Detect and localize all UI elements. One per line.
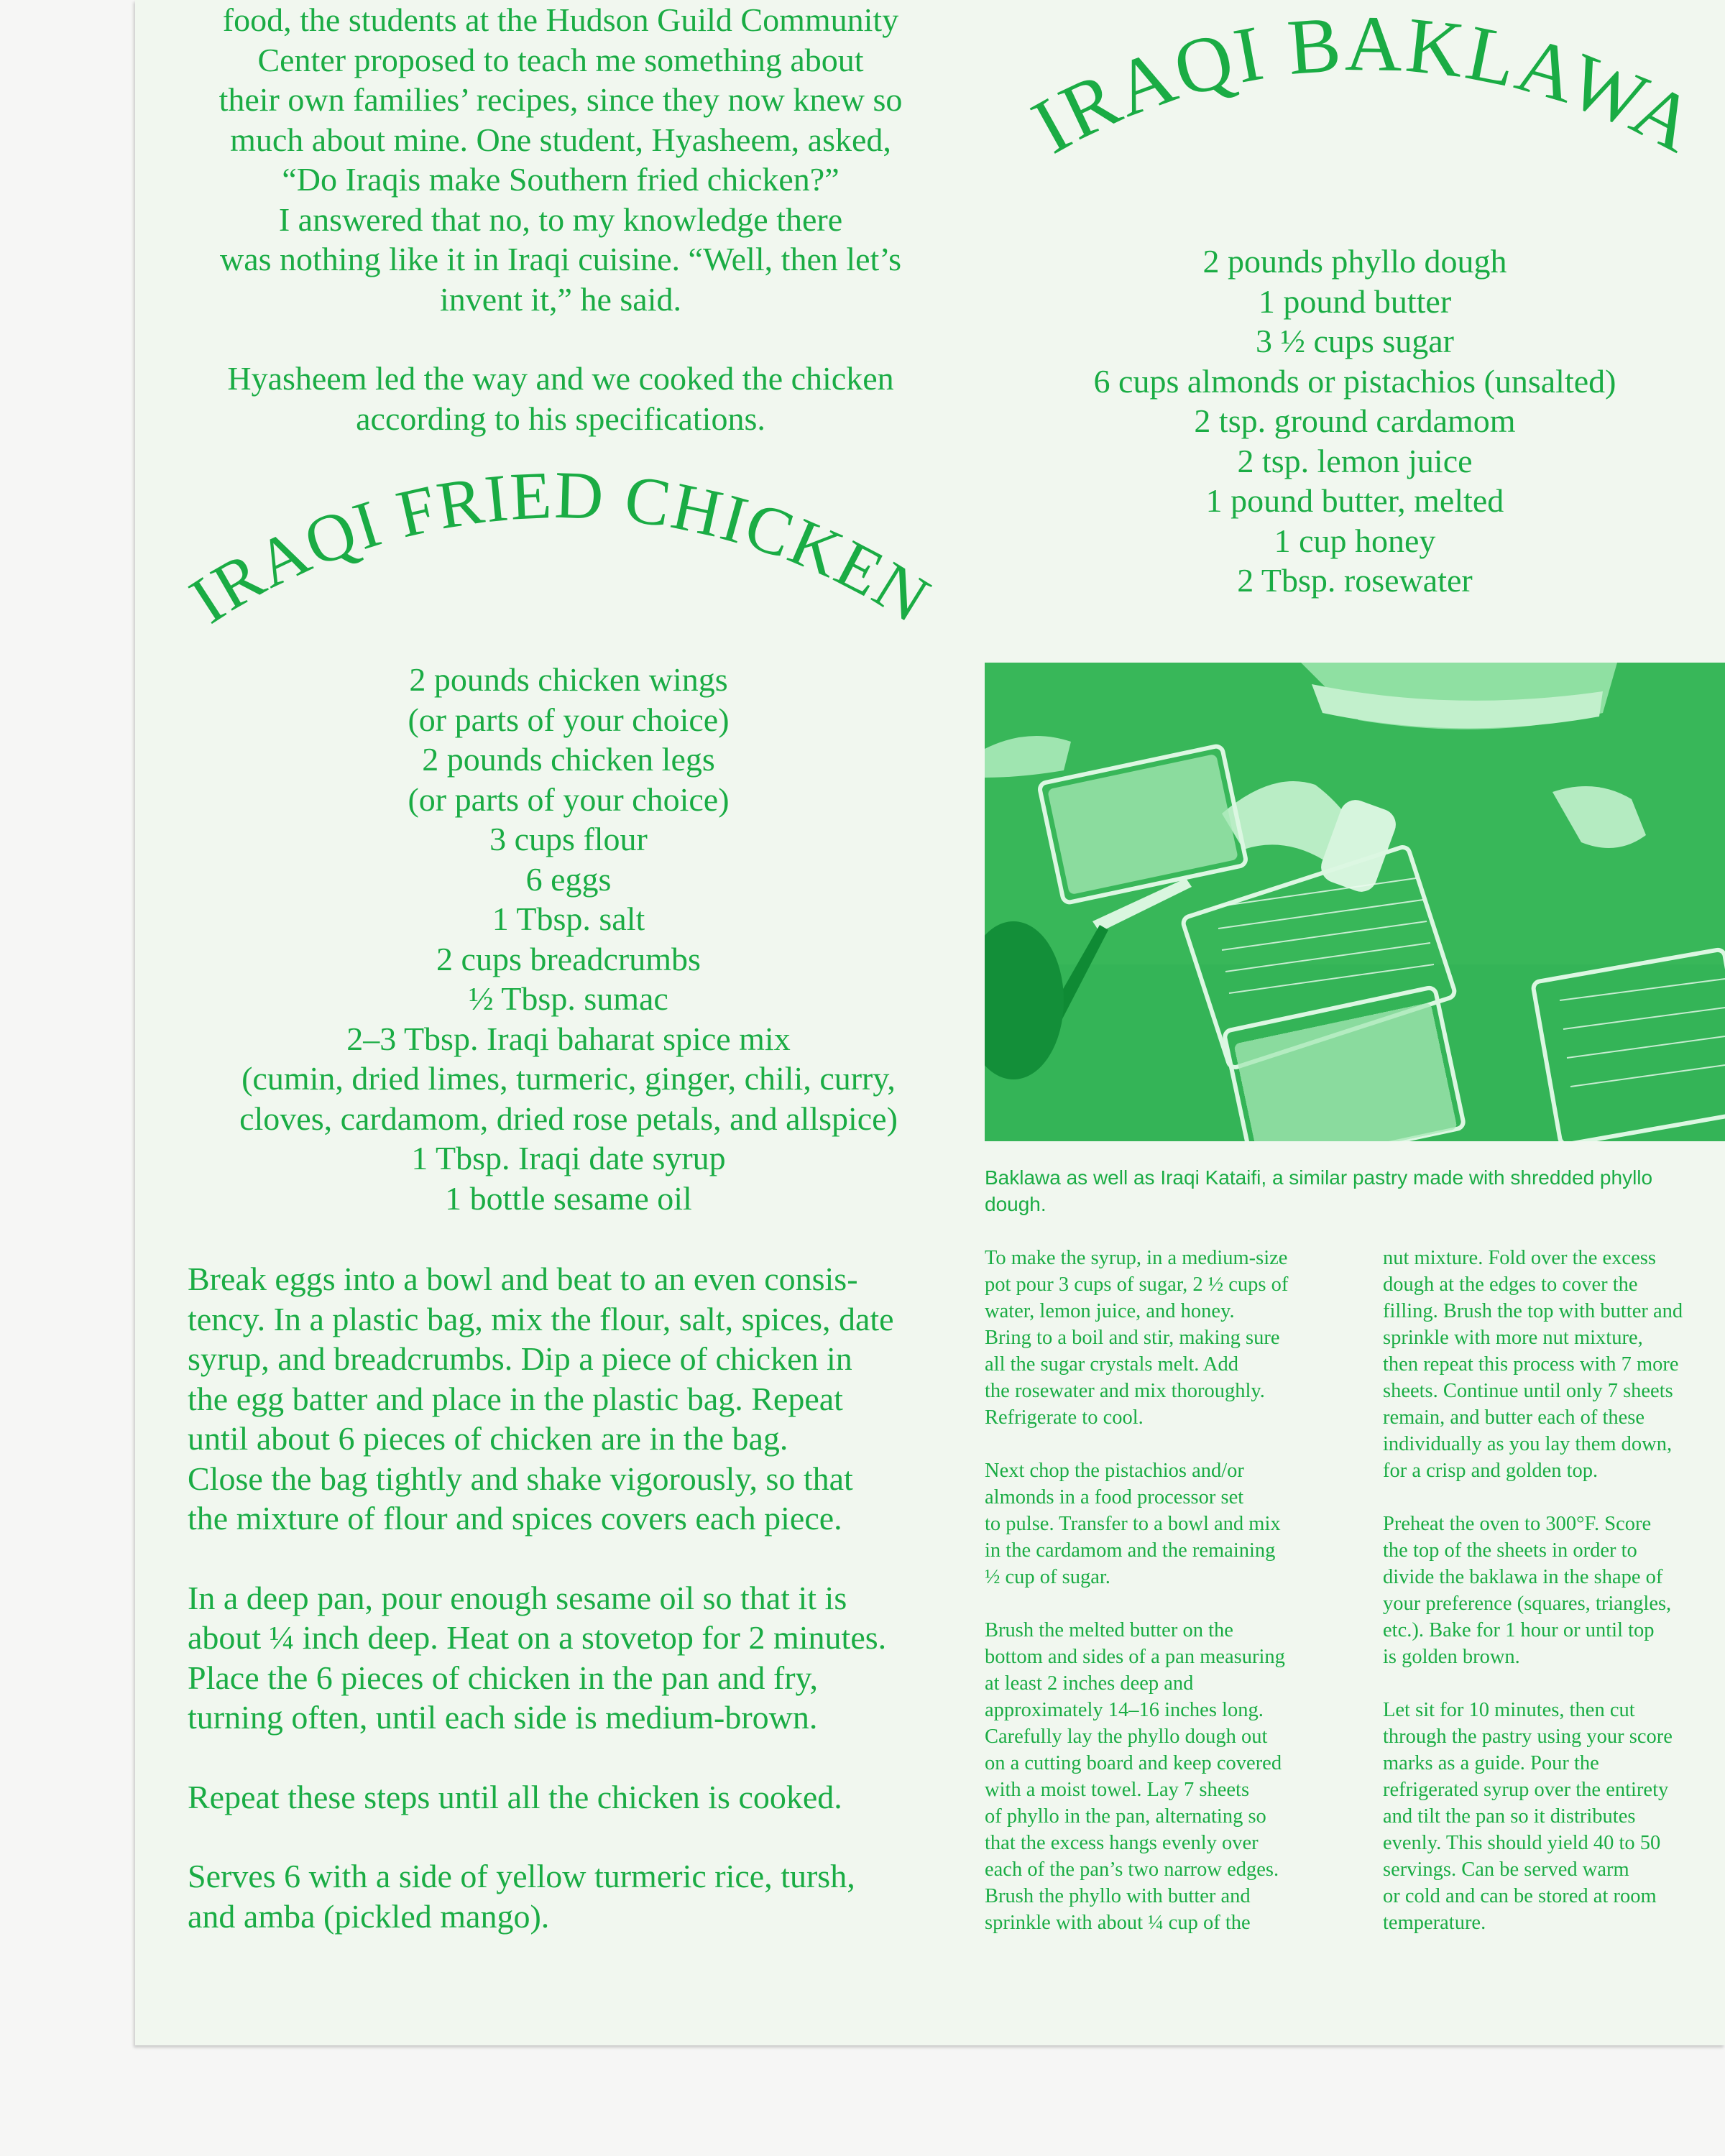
text-line: and tilt the pan so it distributes: [1383, 1805, 1636, 1828]
text-line: approximately 14–16 inches long.: [985, 1699, 1264, 1721]
ingredient-line: 2 pounds chicken legs: [422, 741, 715, 778]
ingredient-line: 1 pound butter, melted: [1205, 482, 1504, 519]
text-line: servings. Can be served warm: [1383, 1858, 1629, 1881]
ingredient-line: 1 Tbsp. salt: [492, 900, 645, 937]
svg-text:IRAQI FRIED CHICKEN: [178, 458, 943, 638]
text-line: Preheat the oven to 300°F. Score: [1383, 1513, 1652, 1535]
text-line: Serves 6 with a side of yellow turmeric rice, tursh,: [188, 1858, 855, 1894]
text-line: evenly. This should yield 40 to 50: [1383, 1832, 1661, 1854]
text-line: To make the syrup, in a medium-size: [985, 1247, 1288, 1269]
baklawa-title-text: IRAQI BAKLAWA: [1018, 0, 1712, 170]
text-line: about ¼ inch deep. Heat on a stovetop for 2 minutes.: [188, 1619, 887, 1656]
ingredient-line: (or parts of your choice): [408, 780, 730, 818]
text-line: in the cardamom and the remaining: [985, 1539, 1276, 1562]
text-line: sprinkle with more nut mixture,: [1383, 1327, 1643, 1349]
text-line: for a crisp and golden top.: [1383, 1460, 1598, 1482]
ingredient-line: 2 cups breadcrumbs: [436, 940, 701, 977]
ingredient-line: 2 Tbsp. rosewater: [1237, 562, 1473, 599]
text-line: to pulse. Transfer to a bowl and mix: [985, 1513, 1281, 1535]
text-line: Break eggs into a bowl and beat to an even consis-: [188, 1261, 858, 1297]
text-line: In a deep pan, pour enough sesame oil so that it is: [188, 1579, 847, 1616]
baklawa-title: [978, 0, 1725, 201]
method-paragraph: [188, 1777, 949, 1818]
ingredient-line: 3 ½ cups sugar: [1256, 323, 1454, 359]
ingredient-line: 1 Tbsp. Iraqi date syrup: [411, 1140, 726, 1176]
method-paragraph: [188, 1578, 949, 1738]
text-line: Place the 6 pieces of chicken in the pan and fry,: [188, 1659, 819, 1696]
intro-line: Hyasheem led the way and we cooked the chicken: [227, 360, 894, 397]
text-line: Next chop the pistachios and/or: [985, 1460, 1244, 1482]
photo-caption: Baklawa as well as Iraqi Kataifi, a similar pastry made with shredded phyllo dough.: [985, 1166, 1653, 1215]
ingredient-line: 2 tsp. lemon juice: [1237, 442, 1473, 479]
text-line: and amba (pickled mango).: [188, 1897, 550, 1935]
intro-line: I answered that no, to my knowledge there: [278, 201, 843, 238]
text-line: Carefully lay the phyllo dough out: [985, 1726, 1268, 1748]
intro-line: Center proposed to teach me something about: [257, 41, 864, 78]
text-line: individually as you lay them down,: [1383, 1433, 1673, 1455]
intro-line: invent it,” he said.: [440, 280, 681, 318]
text-line: Brush the melted butter on the: [985, 1619, 1233, 1641]
svg-text:IRAQI BAKLAWA: [1018, 0, 1712, 170]
ingredient-line: 1 cup honey: [1274, 522, 1436, 559]
text-line: sprinkle with about ¼ cup of the: [985, 1912, 1251, 1934]
method-paragraph: [985, 1617, 1351, 1936]
text-line: nut mixture. Fold over the excess: [1383, 1247, 1656, 1269]
method-paragraph: [188, 1856, 949, 1936]
baklawa-method-column-2: [1383, 1245, 1725, 1963]
text-line: pot pour 3 cups of sugar, 2 ½ cups of: [985, 1273, 1289, 1296]
intro-text: [180, 0, 942, 438]
text-line: Bring to a boil and stir, making sure: [985, 1327, 1280, 1349]
intro-line: food, the students at the Hudson Guild Community: [222, 1, 899, 38]
text-line: bottom and sides of a pan measuring: [985, 1646, 1285, 1668]
text-line: filling. Brush the top with butter and: [1383, 1300, 1683, 1322]
text-line: Refrigerate to cool.: [985, 1406, 1144, 1429]
text-line: refrigerated syrup over the entirety: [1383, 1779, 1669, 1801]
text-line: at least 2 inches deep and: [985, 1672, 1194, 1695]
baklawa-photo: [985, 663, 1725, 1141]
ingredient-line: 1 pound butter: [1258, 282, 1452, 320]
ingredient-line: 2 pounds phyllo dough: [1202, 243, 1507, 280]
intro-line: much about mine. One student, Hyasheem, asked,: [230, 121, 891, 158]
text-line: remain, and butter each of these: [1383, 1406, 1645, 1429]
ingredient-line: cloves, cardamom, dried rose petals, and allspice): [239, 1100, 898, 1137]
ingredient-line: 1 bottle sesame oil: [445, 1179, 692, 1217]
ingredient-line: 2 tsp. ground cardamom: [1194, 402, 1516, 439]
text-line: turning often, until each side is medium-brown.: [188, 1699, 818, 1736]
fried-chicken-method: [188, 1259, 949, 1976]
method-paragraph: [188, 1259, 949, 1539]
text-line: that the excess hangs evenly over: [985, 1832, 1259, 1854]
fried-chicken-ingredients: [188, 660, 949, 1218]
text-line: the egg batter and place in the plastic bag. Repeat: [188, 1380, 843, 1417]
method-paragraph: [1383, 1511, 1725, 1670]
intro-line: was nothing like it in Iraqi cuisine. “Well, then let’s: [219, 241, 902, 277]
text-line: temperature.: [1383, 1912, 1486, 1934]
text-line: ½ cup of sugar.: [985, 1566, 1110, 1588]
ingredient-line: ½ Tbsp. sumac: [469, 980, 668, 1017]
intro-line: their own families’ recipes, since they now knew so: [218, 81, 903, 118]
text-line: then repeat this process with 7 more: [1383, 1353, 1679, 1376]
text-line: until about 6 pieces of chicken are in the bag.: [188, 1420, 788, 1457]
text-line: the mixture of flour and spices covers each piece.: [188, 1500, 842, 1537]
text-line: on a cutting board and keep covered: [985, 1752, 1282, 1774]
method-paragraph: [1383, 1245, 1725, 1484]
ingredient-line: 6 cups almonds or pistachios (unsalted): [1093, 362, 1616, 400]
text-line: syrup, and breadcrumbs. Dip a piece of chicken in: [188, 1340, 852, 1377]
text-line: Repeat these steps until all the chicken is cooked.: [188, 1778, 842, 1815]
text-line: water, lemon juice, and honey.: [985, 1300, 1235, 1322]
text-line: of phyllo in the pan, alternating so: [985, 1805, 1266, 1828]
ingredient-line: 3 cups flour: [489, 821, 648, 857]
text-line: Let sit for 10 minutes, then cut: [1383, 1699, 1635, 1721]
text-line: etc.). Bake for 1 hour or until top: [1383, 1619, 1655, 1641]
baklawa-ingredients: [985, 241, 1725, 601]
text-line: the rosewater and mix thoroughly.: [985, 1380, 1265, 1402]
text-line: dough at the edges to cover the: [1383, 1273, 1638, 1296]
intro-paragraph-2: [180, 359, 942, 438]
text-line: divide the baklawa in the shape of: [1383, 1566, 1663, 1588]
text-line: all the sugar crystals melt. Add: [985, 1353, 1239, 1376]
text-line: sheets. Continue until only 7 sheets: [1383, 1380, 1673, 1402]
method-paragraph: [985, 1457, 1351, 1590]
text-line: tency. In a plastic bag, mix the flour, salt, spices, date: [188, 1300, 894, 1337]
intro-line: according to his specifications.: [356, 400, 765, 437]
ingredient-line: (cumin, dried limes, turmeric, ginger, chili, curry,: [242, 1060, 896, 1097]
text-line: or cold and can be stored at room: [1383, 1885, 1657, 1907]
text-line: the top of the sheets in order to: [1383, 1539, 1637, 1562]
intro-line: “Do Iraqis make Southern fried chicken?”: [282, 161, 840, 198]
method-paragraph: [1383, 1697, 1725, 1936]
intro-paragraph-1: [180, 0, 942, 319]
ingredient-line: 2 pounds chicken wings: [409, 661, 728, 698]
text-line: with a moist towel. Lay 7 sheets: [985, 1779, 1250, 1801]
fried-chicken-title-text: IRAQI FRIED CHICKEN: [177, 457, 943, 638]
ingredient-line: 2–3 Tbsp. Iraqi baharat spice mix: [346, 1020, 791, 1057]
text-line: almonds in a food processor set: [985, 1486, 1244, 1508]
text-line: is golden brown.: [1383, 1646, 1520, 1668]
text-line: Close the bag tightly and shake vigorously, so that: [188, 1460, 853, 1497]
baklawa-method-column-1: [985, 1245, 1351, 1963]
text-line: marks as a guide. Pour the: [1383, 1752, 1599, 1774]
ingredient-line: 6 eggs: [525, 860, 612, 898]
baklawa-photo-image: [985, 663, 1725, 1141]
ingredient-line: (or parts of your choice): [408, 701, 730, 738]
text-line: your preference (squares, triangles,: [1383, 1593, 1672, 1615]
method-paragraph: [985, 1245, 1351, 1431]
text-line: through the pastry using your score: [1383, 1726, 1673, 1748]
text-line: each of the pan’s two narrow edges.: [985, 1858, 1279, 1881]
text-line: Brush the phyllo with butter and: [985, 1885, 1251, 1907]
